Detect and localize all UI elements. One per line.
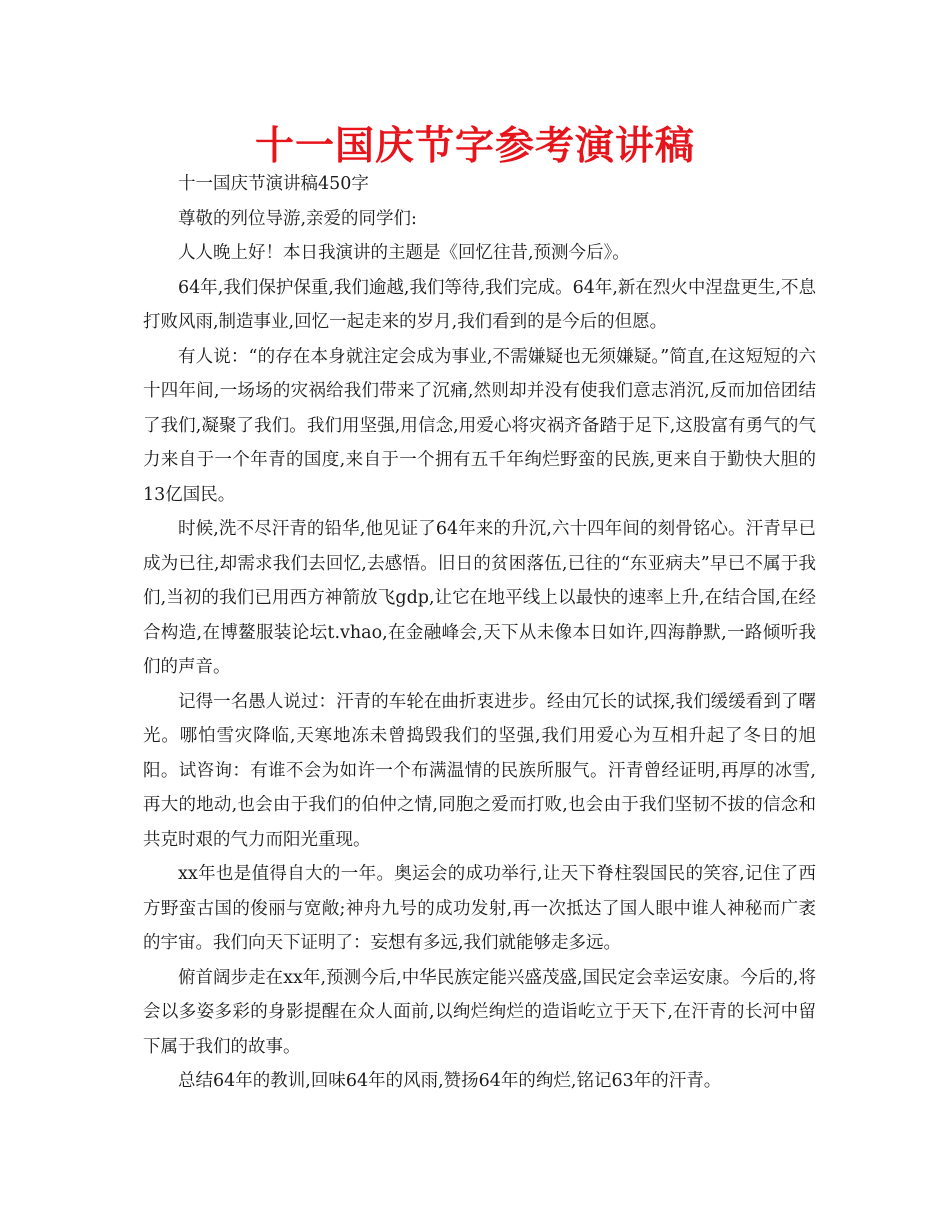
subtitle-paragraph: 十一国庆节演讲稿450字 [178, 174, 369, 194]
body-paragraph: 记得一名愚人说过：汗青的车轮在曲折衷进步。经由冗长的试探,我们缓缓看到了曙光。哪怕雪灾降临,天寒地冻未曾捣毁我们的坚强,我们用爱心为互相升起了冬日的旭阳。试咨询：有谁不会为如许一个布满温情的民族所服气。汗青曾经证明,再厚的冰雪,再大的地动,也会由于我们的伯仲之情,同胞之爱而打败,也会由于我们坚韧不拔的信念和共克时艰的气力而阳光重现。 [143, 691, 816, 850]
body-paragraph: 俯首阔步走在xx年,预测今后,中华民族定能兴盛茂盛,国民定会幸运安康。今后的,将会以多姿多彩的身影提醒在众人面前,以绚烂绚烂的造诣屹立于天下,在汗青的长河中留下属于我们的故事。 [143, 967, 816, 1057]
body-paragraph: xx年也是值得自大的一年。奥运会的成功举行,让天下脊柱裂国民的笑容,记住了西方野蛮古国的俊丽与宽敞;神舟九号的成功发射,再一次抵达了国人眼中谁人神秘而广袤的宇宙。我们向天下证明了：妄想有多远,我们就能够走多远。 [143, 864, 816, 953]
body-paragraph: 时候,洗不尽汗青的铅华,他见证了64年来的升沉,六十四年间的刻骨铭心。汗青早已成为已往,却需求我们去回忆,去感悟。旧日的贫困落伍,已往的“东亚病夫”早已不属于我们,当初的我们已用西方神箭放飞gdp,让它在地平线上以最快的速率上升,在结合国,在经合构造,在博鳌服装论坛t.vhao,在金融峰会,天下从未像本日如许,四海静默,一路倾听我们的声音。 [143, 519, 816, 677]
body-paragraph: 有人说：“的存在本身就注定会成为事业,不需嫌疑也无须嫌疑。”简直,在这短短的六十四年间,一场场的灾祸给我们带来了沉痛,然则却并没有使我们意志消沉,反而加倍团结了我们,凝聚了我们。我们用坚强,用信念,用爱心将灾祸齐备踏于足下,这股富有勇气的气力来自于一个年青的国度,来自于一个拥有五千年绚烂野蛮的民族,更来自于勤快大胆的13亿国民。 [143, 346, 816, 505]
greeting-paragraph: 人人晚上好！本日我演讲的主题是《回忆往昔,预测今后》。 [178, 243, 630, 263]
body-paragraph: 64年,我们保护保重,我们逾越,我们等待,我们完成。64年,新在烈火中涅盘更生,不息打败风雨,制造事业,回忆一起走来的岁月,我们看到的是今后的但愿。 [143, 277, 816, 332]
salutation-paragraph: 尊敬的列位导游,亲爱的同学们: [178, 208, 417, 229]
document-title: 十一国庆节字参考演讲稿 [254, 123, 695, 169]
document-body [143, 167, 816, 1099]
closing-paragraph: 总结64年的教训,回味64年的风雨,赞扬64年的绚烂,铭记63年的汗青。 [178, 1071, 722, 1091]
